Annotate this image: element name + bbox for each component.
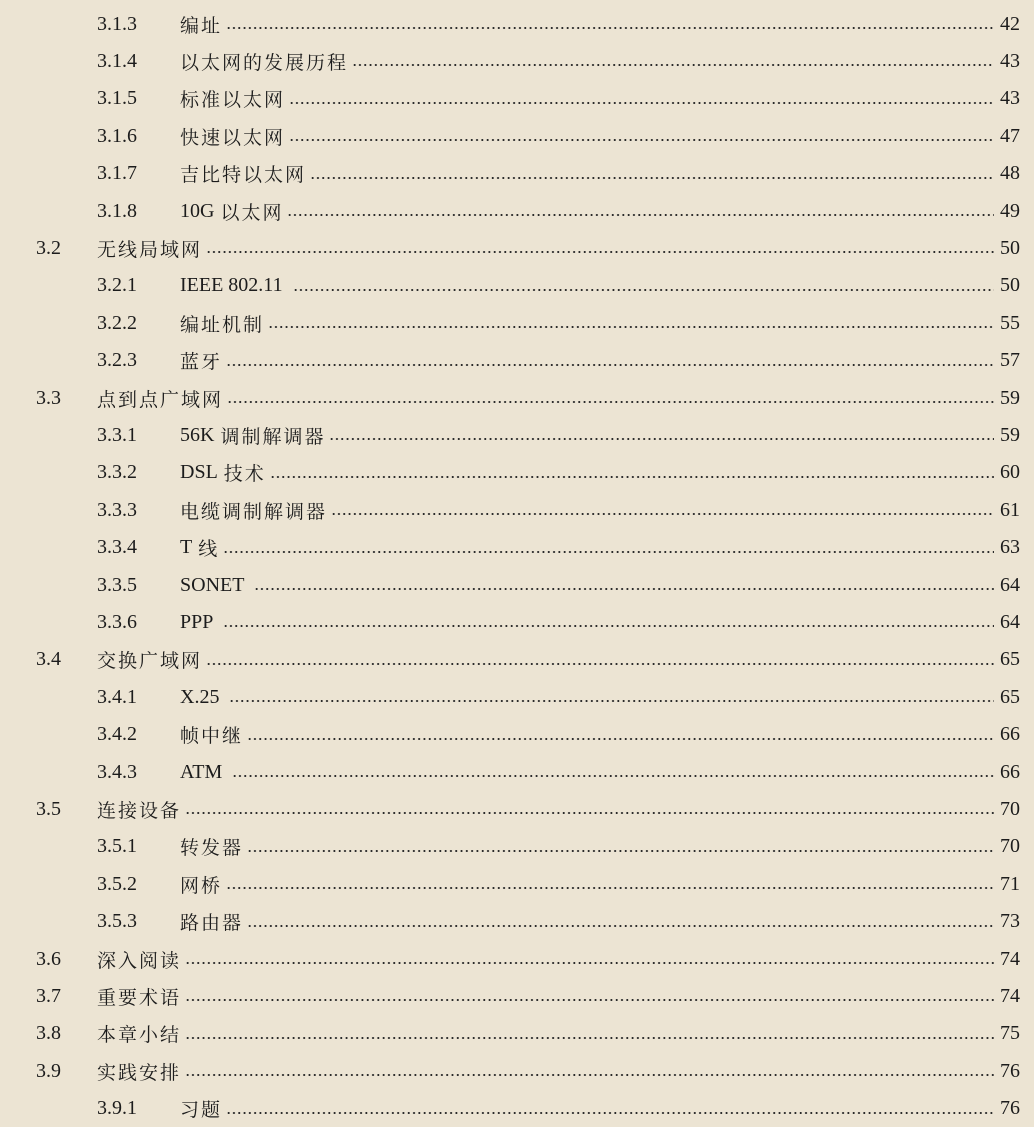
dot-leader [226,26,994,30]
toc-entry[interactable] [0,829,1020,865]
toc-entry[interactable] [0,193,1020,229]
dot-leader [226,363,994,367]
section-number: 3.1.6 [97,124,137,147]
section-title: 吉比特以太网 [180,164,307,187]
section-number: 3.2.3 [97,349,137,372]
page-number: 66 [1000,760,1020,783]
section-number: 3.2.1 [97,274,137,297]
section-number: 3.2 [36,236,61,259]
section-number: 3.9 [36,1059,61,1082]
page-number: 50 [1000,274,1020,297]
section-title: DSL 技术 [180,461,266,486]
toc-entry[interactable] [0,268,1020,304]
dot-leader [223,624,994,628]
page-number: 49 [1000,199,1020,222]
toc-entry[interactable] [0,642,1020,678]
toc-entry[interactable] [0,1091,1020,1127]
section-title: 连接设备 [97,799,182,822]
page-number: 43 [1000,87,1020,110]
toc-entry[interactable] [0,43,1020,79]
page-number: 61 [1000,498,1020,521]
toc-entry[interactable] [0,604,1020,640]
page-number: 74 [1000,947,1020,970]
page-number: 64 [1000,573,1020,596]
toc-entry[interactable] [0,1016,1020,1052]
page-number: 74 [1000,984,1020,1007]
page-number: 76 [1000,1059,1020,1082]
page-number: 64 [1000,610,1020,633]
toc-entry[interactable] [0,417,1020,453]
page-number: 63 [1000,536,1020,559]
toc-entry[interactable] [0,492,1020,528]
toc-entry[interactable] [0,118,1020,154]
dot-leader [310,176,994,180]
toc-entry[interactable] [0,754,1020,790]
section-number: 3.4.2 [97,723,137,746]
section-number: 3.3 [36,386,61,409]
dot-leader [254,587,994,591]
section-title: 点到点广域网 [97,388,224,411]
dot-leader [293,288,994,292]
dot-leader [289,138,994,142]
dot-leader [227,400,994,404]
section-number: 3.3.3 [97,498,137,521]
toc-entry[interactable] [0,380,1020,416]
toc-entry[interactable] [0,156,1020,192]
section-number: 3.3.1 [97,423,137,446]
section-number: 3.3.6 [97,610,137,633]
toc-entry[interactable] [0,567,1020,603]
section-number: 3.1.8 [97,199,137,222]
page-number: 59 [1000,386,1020,409]
dot-leader [247,849,994,853]
page-number: 70 [1000,835,1020,858]
dot-leader [185,811,994,815]
toc-entry[interactable] [0,904,1020,940]
dot-leader [226,1111,994,1115]
toc-entry[interactable] [0,6,1020,42]
toc-entry[interactable] [0,941,1020,977]
page-number: 50 [1000,236,1020,259]
section-number: 3.3.5 [97,573,137,596]
section-title: 交换广域网 [97,650,203,673]
page-number: 57 [1000,349,1020,372]
section-title: X.25 [180,685,220,708]
section-title: 56K 调制解调器 [180,423,326,448]
dot-leader [185,998,994,1002]
section-title: SONET [180,573,245,596]
page-number: 48 [1000,162,1020,185]
toc-entry[interactable] [0,791,1020,827]
section-number: 3.4.1 [97,685,137,708]
section-title: 路由器 [180,912,244,935]
section-number: 3.3.4 [97,536,137,559]
toc-entry[interactable] [0,717,1020,753]
section-title: 标准以太网 [180,89,286,112]
toc-entry[interactable] [0,455,1020,491]
section-number: 3.8 [36,1022,61,1045]
section-number: 3.5.1 [97,835,137,858]
page-number: 59 [1000,423,1020,446]
section-number: 3.1.7 [97,162,137,185]
section-number: 3.1.4 [97,49,137,72]
page-number: 43 [1000,49,1020,72]
dot-leader [226,886,994,890]
dot-leader [331,512,994,516]
dot-leader [185,961,994,965]
section-title: 重要术语 [97,986,182,1009]
dot-leader [206,662,994,666]
section-number: 3.4 [36,648,61,671]
dot-leader [270,475,994,479]
section-number: 3.1.3 [97,12,137,35]
section-number: 3.7 [36,984,61,1007]
section-title: 编址 [180,14,223,37]
dot-leader [268,325,994,329]
dot-leader [223,550,994,554]
section-number: 3.2.2 [97,311,137,334]
toc-entry[interactable] [0,305,1020,341]
section-title: 本章小结 [97,1024,182,1047]
page-number: 71 [1000,872,1020,895]
dot-leader [352,63,994,67]
toc-entry[interactable] [0,530,1020,566]
section-title: 转发器 [180,837,244,860]
section-title: 以太网的发展历程 [180,51,349,74]
section-number: 3.1.5 [97,87,137,110]
section-number: 3.5 [36,797,61,820]
section-title: 无线局域网 [97,238,203,261]
dot-leader [289,101,994,105]
dot-leader [206,250,994,254]
page-number: 66 [1000,723,1020,746]
page-number: 76 [1000,1097,1020,1120]
toc-entry[interactable] [0,81,1020,117]
section-title: IEEE 802.11 [180,274,283,297]
dot-leader [247,924,994,928]
dot-leader [229,699,994,703]
section-title: 电缆调制解调器 [180,500,328,523]
section-number: 3.5.2 [97,872,137,895]
page-number: 55 [1000,311,1020,334]
dot-leader [329,437,994,441]
section-title: PPP [180,610,214,633]
dot-leader [287,213,994,217]
dot-leader [247,737,994,741]
section-number: 3.6 [36,947,61,970]
page-number: 42 [1000,12,1020,35]
section-number: 3.3.2 [97,461,137,484]
section-title: 快速以太网 [180,126,286,149]
section-title: 帧中继 [180,725,244,748]
dot-leader [185,1073,994,1077]
page-number: 70 [1000,797,1020,820]
toc-entry[interactable] [0,1053,1020,1089]
page-number: 73 [1000,910,1020,933]
section-number: 3.5.3 [97,910,137,933]
section-title: 网桥 [180,874,223,897]
section-title: 蓝牙 [180,351,223,374]
section-number: 3.9.1 [97,1097,137,1120]
page-number: 65 [1000,685,1020,708]
section-title: ATM [180,760,223,783]
dot-leader [232,774,994,778]
section-title: 实践安排 [97,1061,182,1084]
page-number: 65 [1000,648,1020,671]
toc-entry[interactable] [0,230,1020,266]
page-number: 47 [1000,124,1020,147]
section-title: 深入阅读 [97,949,182,972]
section-title: 编址机制 [180,313,265,336]
section-title: T 线 [180,536,220,561]
section-title: 10G 以太网 [180,199,284,224]
section-number: 3.4.3 [97,760,137,783]
page-number: 75 [1000,1022,1020,1045]
page-number: 60 [1000,461,1020,484]
dot-leader [185,1036,994,1040]
toc-entry[interactable] [0,343,1020,379]
toc-entry[interactable] [0,866,1020,902]
section-title: 习题 [180,1099,223,1122]
toc-entry[interactable] [0,978,1020,1014]
toc-entry[interactable] [0,679,1020,715]
